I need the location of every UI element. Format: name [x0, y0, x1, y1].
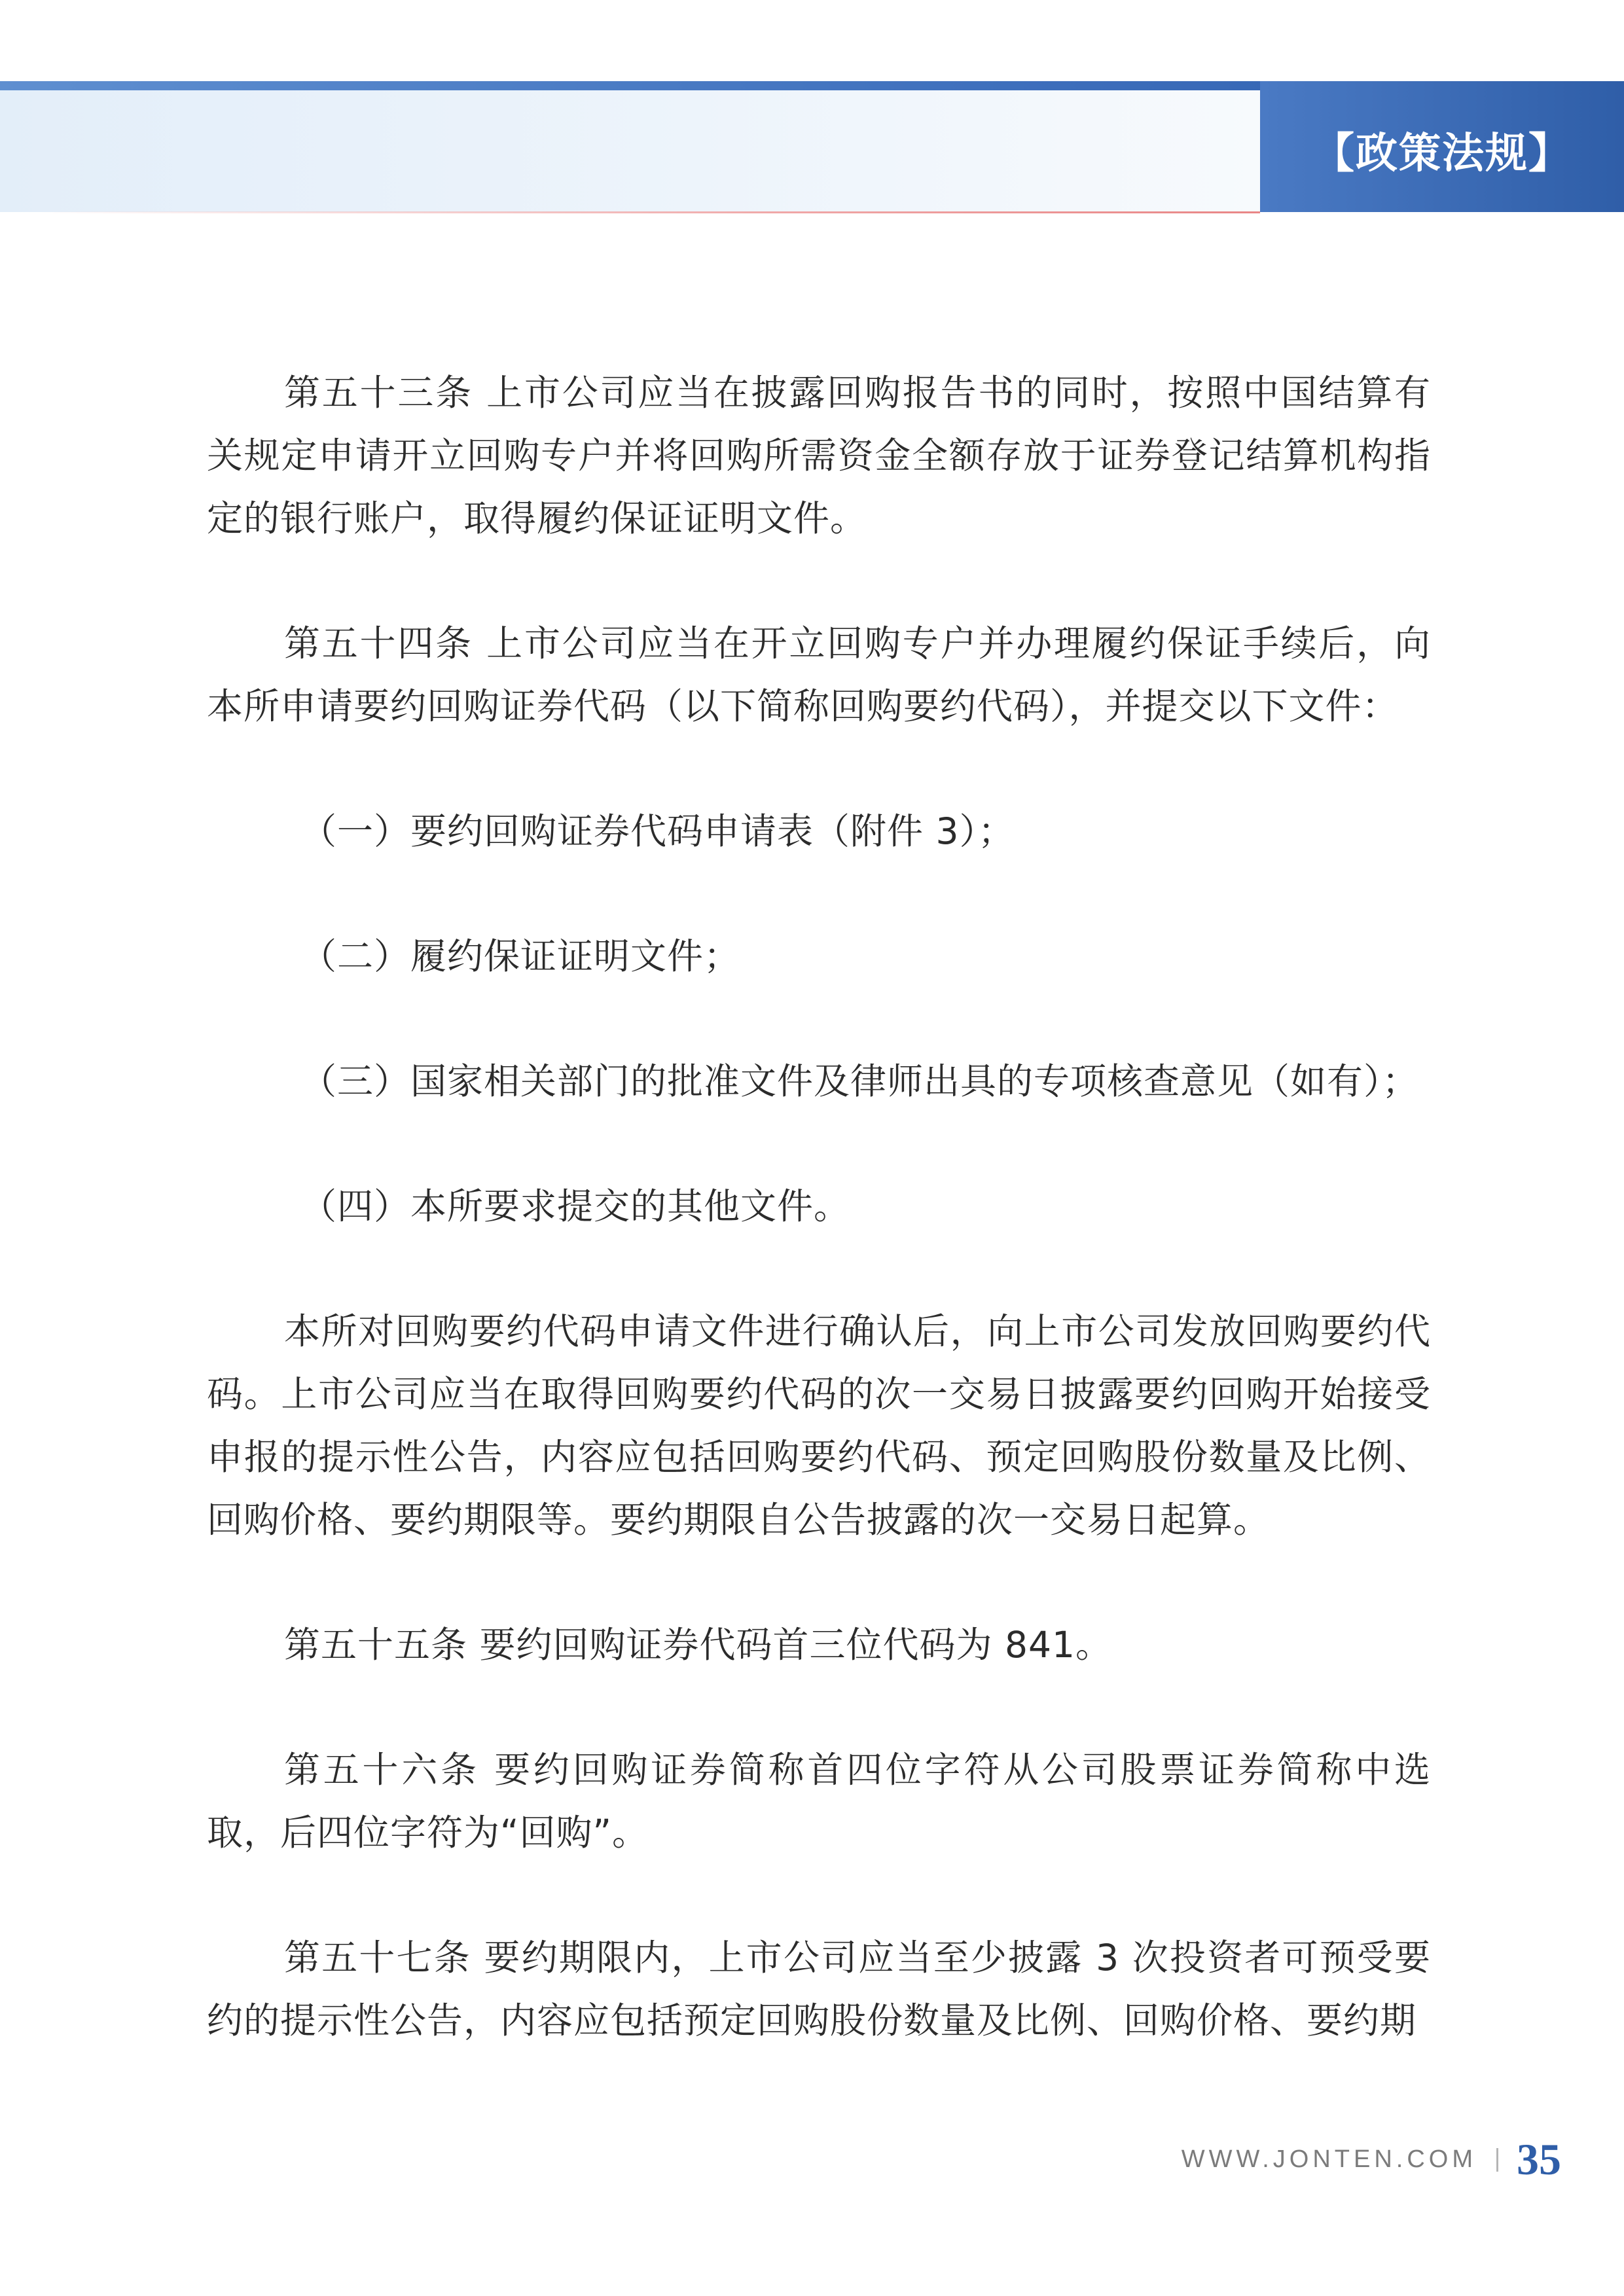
- article-body: [207, 361, 1431, 2114]
- article-54: 第五十四条 上市公司应当在开立回购专户并办理履约保证手续后，向本所申请要约回购证券代码（以下简称回购要约代码），并提交以下文件：: [207, 622, 1431, 727]
- article-57: 第五十七条 要约期限内，上市公司应当至少披露 3 次投资者可预受要约的提示性公告，内容应包括预定回购股份数量及比例、回购价格、要约期: [207, 1937, 1431, 2041]
- footer-divider: [1496, 2148, 1498, 2172]
- list-item: （一）要约回购证券代码申请表（附件 3）；: [300, 810, 1015, 852]
- article-55: 第五十五条 要约回购证券代码首三位代码为 841。: [284, 1624, 1112, 1666]
- page-number: 35: [1517, 2134, 1561, 2184]
- article-56: 第五十六条 要约回购证券简称首四位字符从公司股票证券简称中选取，后四位字符为“回购”。: [207, 1749, 1431, 1854]
- website-url: WWW.JONTEN.COM: [1181, 2145, 1477, 2173]
- confirmation-paragraph: 本所对回购要约代码申请文件进行确认后，向上市公司发放回购要约代码。上市公司应当在取得回购要约代码的次一交易日披露要约回购开始接受申报的提示性公告，内容应包括回购要约代码、预定回购股份数量及比例、回购价格、要约期限等。要约期限自公告披露的次一交易日起算。: [207, 1310, 1431, 1541]
- page-footer: [1182, 2134, 1561, 2185]
- article-53: 第五十三条 上市公司应当在披露回购报告书的同时，按照中国结算有关规定申请开立回购专户并将回购所需资金全额存放于证券登记结算机构指定的银行账户，取得履约保证证明文件。: [207, 372, 1431, 539]
- section-label: 【政策法规】: [1312, 129, 1572, 178]
- list-item: （三）国家相关部门的批准文件及律师出具的专项核查意见（如有）；: [300, 1060, 1419, 1102]
- header-band: [0, 81, 1260, 212]
- header-bottom-rule: [39, 211, 1260, 213]
- section-tab: [1260, 81, 1624, 212]
- list-item: （四）本所要求提交的其他文件。: [300, 1185, 851, 1227]
- list-item: （二）履约保证证明文件；: [300, 935, 741, 977]
